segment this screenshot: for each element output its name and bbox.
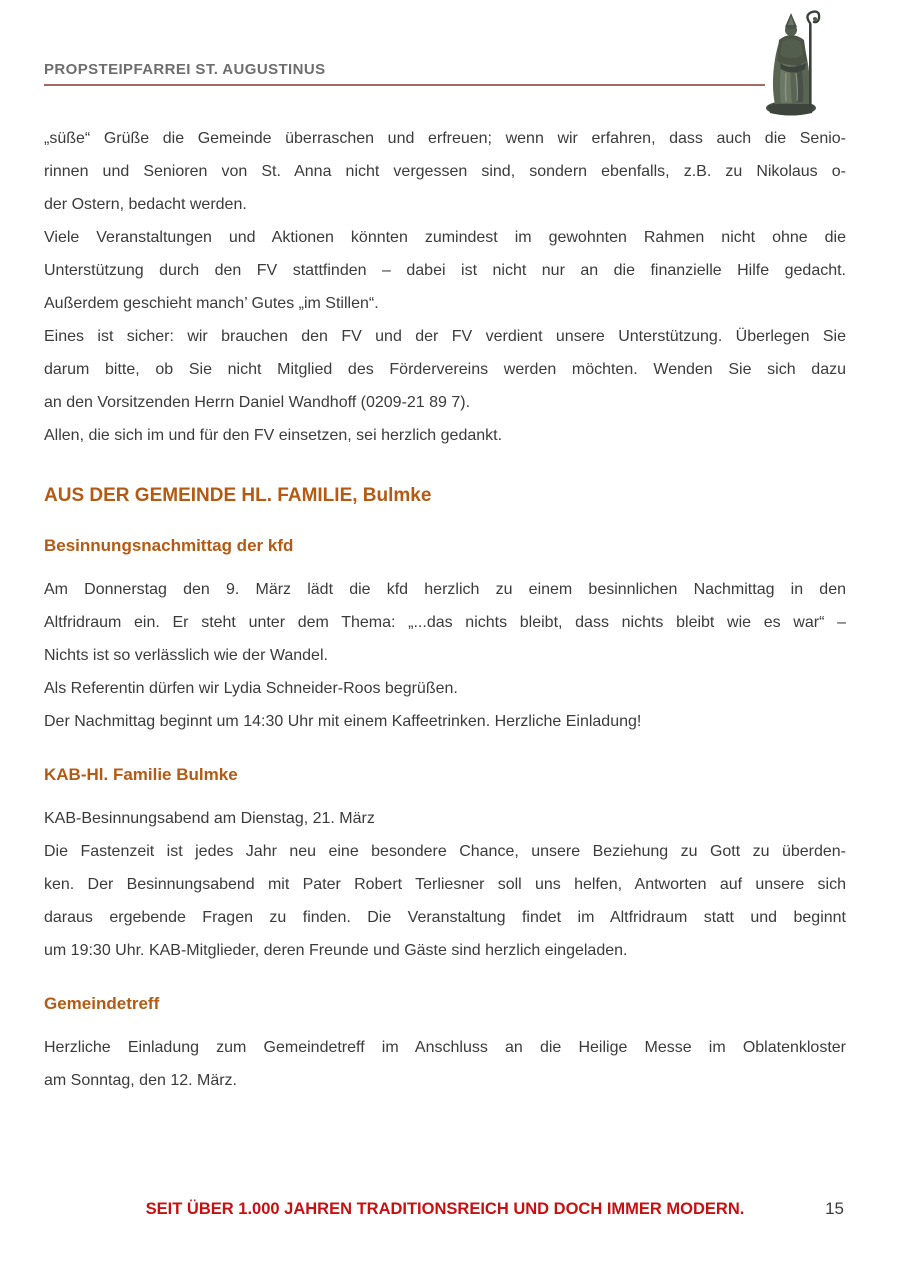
content-blocks	[44, 122, 846, 1097]
text-line: Nichts ist so verlässlich wie der Wandel.	[44, 647, 328, 664]
paragraph	[44, 320, 846, 452]
text-line: rinnen und Senioren von St. Anna nicht vergessen sind, sondern ebenfalls, z.B. zu Nikolaus o-	[44, 163, 846, 180]
footer-motto: SEIT ÜBER 1.000 JAHREN TRADITIONSREICH UND DOCH IMMER MODERN.	[145, 1200, 745, 1218]
sub-heading: KAB-Hl. Familie Bulmke	[44, 765, 238, 784]
text-line: daraus ergebende Fragen zu finden. Die Veranstaltung findet im Altfridraum statt und beginnt	[44, 909, 846, 926]
text-line: Am Donnerstag den 9. März lädt die kfd herzlich zu einem besinnlichen Nachmittag in den	[44, 581, 846, 598]
footer	[44, 1194, 846, 1224]
sub-heading: Besinnungsnachmittag der kfd	[44, 536, 294, 555]
paragraph	[44, 122, 846, 221]
text-line: um 19:30 Uhr. KAB-Mitglieder, deren Freunde und Gäste sind herzlich eingeladen.	[44, 942, 628, 959]
paragraph	[44, 1031, 846, 1097]
text-line: Herzliche Einladung zum Gemeindetreff im Anschluss an die Heilige Messe im Oblatenkloster	[44, 1039, 846, 1056]
text-line: Als Referentin dürfen wir Lydia Schneider-Roos begrüßen.	[44, 680, 458, 697]
page-number: 15	[825, 1199, 844, 1218]
text-line: Der Nachmittag beginnt um 14:30 Uhr mit einem Kaffeetrinken. Herzliche Einladung!	[44, 713, 642, 730]
text-line: ken. Der Besinnungsabend mit Pater Robert Terliesner soll uns helfen, Antworten auf unsere sich	[44, 876, 846, 893]
text-line: Altfridraum ein. Er steht unter dem Thema: „...das nichts bleibt, dass nichts bleibt wie es war“ –	[44, 614, 846, 631]
text-line: Außerdem geschieht manch’ Gutes „im Stillen“.	[44, 295, 379, 312]
text-line: am Sonntag, den 12. März.	[44, 1072, 237, 1089]
paragraph	[44, 573, 846, 738]
paragraph	[44, 221, 846, 320]
text-line: Eines ist sicher: wir brauchen den FV und der FV verdient unsere Unterstützung. Überlegen Sie	[44, 328, 846, 345]
text-line: Allen, die sich im und für den FV einsetzen, sei herzlich gedankt.	[44, 427, 503, 444]
paragraph	[44, 802, 846, 967]
text-line: Viele Veranstaltungen und Aktionen könnten zumindest im gewohnten Rahmen nicht ohne die	[44, 229, 846, 246]
section-heading: AUS DER GEMEINDE HL. FAMILIE, Bulmke	[44, 485, 432, 506]
sub-heading: Gemeindetreff	[44, 994, 160, 1013]
text-line: „süße“ Grüße die Gemeinde überraschen und erfreuen; wenn wir erfahren, dass auch die Senio-	[44, 130, 846, 147]
text-line: Die Fastenzeit ist jedes Jahr neu eine besondere Chance, unsere Beziehung zu Gott zu überden-	[44, 843, 846, 860]
text-line: an den Vorsitzenden Herrn Daniel Wandhoff (0209-21 89 7).	[44, 394, 471, 411]
header-title: PROPSTEIPFARREI ST. AUGUSTINUS	[44, 61, 326, 78]
text-line: der Ostern, bedacht werden.	[44, 196, 247, 213]
text-line: Unterstützung durch den FV stattfinden – dabei ist nicht nur an die finanzielle Hilfe gedacht.	[44, 262, 846, 279]
text-line: KAB-Besinnungsabend am Dienstag, 21. März	[44, 810, 375, 827]
augustinus-statue-image	[752, 7, 834, 117]
header-rule	[44, 84, 765, 86]
text-line: darum bitte, ob Sie nicht Mitglied des Fördervereins werden möchten. Wenden Sie sich dazu	[44, 361, 846, 378]
